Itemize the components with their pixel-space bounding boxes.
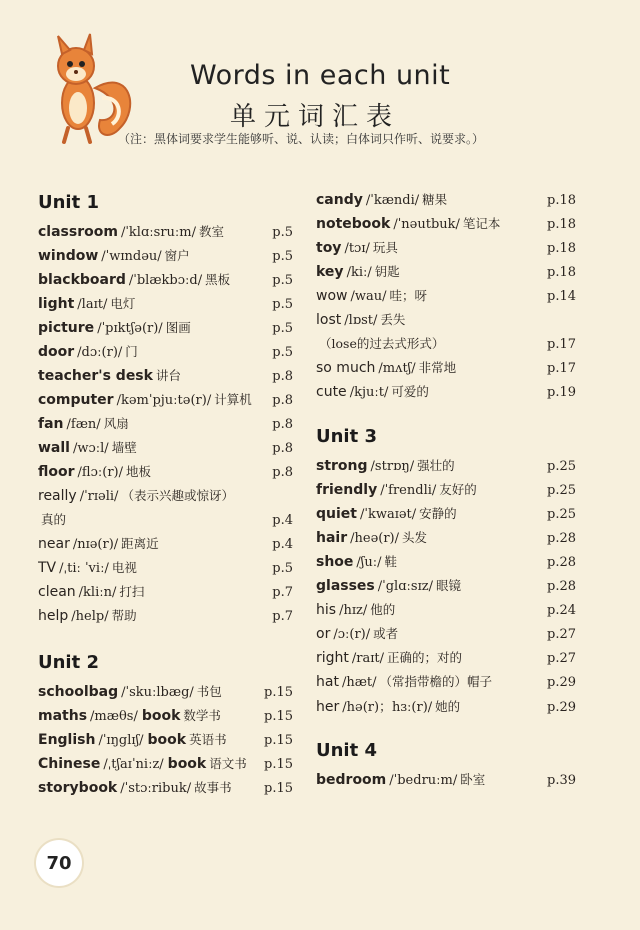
vocab-entry [38,486,293,510]
entry-word: maths [38,708,88,724]
vocab-entry [316,696,576,720]
vocab-entry [38,754,293,778]
entry-phonetic: /ˈkændi/ [365,193,420,208]
entry-page: p.29 [547,675,576,690]
entry-phonetic: /mʌtʃ/ [378,361,416,376]
entry-chinese: 她的 [435,699,461,714]
entry-chinese: 风扇 [103,416,129,431]
entry-chinese: 教室 [199,224,225,239]
entry-page: p.27 [547,627,576,642]
entry-word: candy [316,192,363,208]
entry-word: picture [38,320,95,336]
entry-phonetic: /ˈglɑːsɪz/ [377,579,433,594]
entry-extra: book [147,732,187,748]
entry-chinese: （表示兴趣或惊讶） [121,488,234,503]
entry-word: classroom [38,224,118,240]
entry-word: teacher's desk [38,368,153,384]
entry-chinese: 非常地 [418,360,457,375]
entry-phonetic: /ˈɪŋglɪʃ/ [98,733,144,748]
entry-page: p.8 [272,441,293,456]
entry-body [316,552,528,570]
entry-chinese: 头发 [402,530,428,545]
entry-word: schoolbag [38,684,119,700]
entry-word: clean [38,584,76,600]
entry-page: p.15 [264,733,293,748]
vocab-entry [316,286,576,310]
entry-body [38,438,259,456]
entry-word: cute [316,384,347,400]
entry-body [38,486,259,504]
entry-word: blackboard [38,272,126,288]
entry-chinese: 正确的；对的 [387,650,463,665]
vocab-entry [38,534,293,558]
entry-body [316,576,528,594]
entry-body [316,238,528,256]
page-number: 70 [36,840,82,886]
entry-body [38,558,259,576]
title-chinese: 单元词汇表 [230,102,401,132]
vocab-entry [38,270,293,294]
entry-chinese: 电灯 [110,296,136,311]
entry-word: lost [316,312,342,328]
entry-word: glasses [316,578,375,594]
entry-body [316,262,528,280]
entry-page: p.5 [272,273,293,288]
entry-phonetic: /help/ [71,609,109,624]
vocab-entry [316,334,576,358]
entry-body [38,390,259,408]
entry-word: right [316,650,349,666]
entry-word: or [316,626,331,642]
entry-body [38,414,259,432]
entry-chinese: 玩具 [372,240,398,255]
entry-extra: book [167,756,207,772]
entry-phonetic: /raɪt/ [351,651,385,666]
entry-body [316,190,528,208]
vocab-entry [38,730,293,754]
entry-page: p.5 [272,345,293,360]
entry-page: p.18 [547,241,576,256]
word-list [316,456,576,720]
vocab-entry [316,456,576,480]
entry-chinese: 钥匙 [374,264,400,279]
entry-phonetic: /ˈfrendli/ [380,483,437,498]
vocab-entry [38,246,293,270]
entry-chinese: 打扫 [119,584,145,599]
entry-word: fan [38,416,64,432]
entry-word: English [38,732,96,748]
vocab-entry [316,262,576,286]
entry-chinese: 英语书 [189,732,227,747]
entry-phonetic: /fæn/ [66,417,101,432]
entry-body [38,682,259,700]
word-list [316,770,576,794]
entry-extra: book [141,708,181,724]
vocab-entry [316,190,576,214]
entry-chinese: 笔记本 [462,216,501,231]
entry-word: her [316,699,340,715]
entry-chinese: 哇；呀 [389,288,427,303]
entry-word: quiet [316,506,357,522]
entry-page: p.28 [547,579,576,594]
right-column [316,190,576,794]
vocab-entry [316,480,576,504]
entry-word: hair [316,530,348,546]
entry-body [316,286,528,304]
entry-word: light [38,296,75,312]
entry-phonetic: /hə(r)；hɜː(r)/ [342,700,433,715]
entry-chinese: 窗户 [164,248,190,263]
vocab-entry [38,558,293,582]
entry-page: p.28 [547,555,576,570]
entry-word: bedroom [316,772,387,788]
entry-word: toy [316,240,342,256]
word-list [316,190,576,406]
entry-chinese: 计算机 [214,392,252,407]
unit-heading: Unit 4 [316,740,377,761]
entry-body [316,696,528,715]
entry-page: p.15 [264,685,293,700]
entry-word: his [316,602,337,618]
entry-phonetic: /nɪə(r)/ [72,537,119,552]
entry-body [38,778,259,796]
entry-chinese: 帮助 [111,608,137,623]
entry-phonetic: /laɪt/ [77,297,108,312]
entry-chinese: 眼镜 [435,578,461,593]
entry-body [316,770,528,788]
entry-page: p.29 [547,700,576,715]
vocab-entry [38,682,293,706]
entry-body [316,334,528,352]
entry-page: p.5 [272,225,293,240]
entry-body [316,528,528,546]
entry-phonetic: /ˌtiː ˈviː/ [59,561,109,576]
entry-chinese: 距离近 [121,536,159,551]
entry-word: friendly [316,482,378,498]
entry-body [316,600,528,618]
entry-phonetic: /ˈbedruːm/ [389,773,458,788]
entry-word: wall [38,440,70,456]
entry-page: p.25 [547,483,576,498]
vocab-entry [316,648,576,672]
entry-chinese: 友好的 [439,482,477,497]
entry-chinese: 真的 [41,512,67,527]
entry-body [38,510,259,528]
entry-body [38,534,259,552]
entry-phonetic: /wau/ [350,289,387,304]
entry-chinese: 安静的 [419,506,457,521]
entry-phonetic: /hæt/ [341,675,377,690]
entry-phonetic: /ˌtʃaɪˈniːz/ [103,757,164,772]
entry-phonetic: /ˈnəutbuk/ [393,217,460,232]
entry-phonetic: /lɒst/ [344,313,378,328]
vocab-entry [316,552,576,576]
entry-chinese: 或者 [373,626,399,641]
entry-word: shoe [316,554,354,570]
entry-phonetic: /flɔː(r)/ [77,465,123,480]
entry-page: p.15 [264,781,293,796]
word-list [38,222,293,630]
vocab-entry [38,390,293,414]
entry-body [38,270,259,288]
entry-phonetic: /wɔːl/ [72,441,109,456]
vocab-entry [38,414,293,438]
left-column [38,190,293,802]
entry-word: wow [316,288,348,304]
entry-chinese: 鞋 [384,554,397,569]
entry-page: p.27 [547,651,576,666]
entry-word: storybook [38,780,118,796]
entry-phonetic: /heə(r)/ [350,531,400,546]
entry-chinese: 强壮的 [417,458,455,473]
entry-phonetic: /hɪz/ [339,603,368,618]
vocab-entry [38,366,293,390]
entry-word: notebook [316,216,391,232]
entry-page: p.15 [264,757,293,772]
entry-phonetic: /ʃuː/ [356,555,382,570]
vocab-entry [316,504,576,528]
vocab-entry [316,624,576,648]
entry-phonetic: /mæθs/ [90,709,138,724]
entry-chinese: 卧室 [460,772,486,787]
entry-page: p.17 [547,337,576,352]
entry-chinese: 墙壁 [111,440,137,455]
entry-page: p.19 [547,385,576,400]
vocab-entry [316,672,576,696]
entry-word: TV [38,560,57,576]
unit-heading: Unit 1 [38,192,99,213]
entry-page: p.4 [272,537,293,552]
entry-chinese: （lose的过去式形式） [319,336,445,351]
entry-word: floor [38,464,75,480]
entry-body [38,318,259,336]
vocab-entry [38,318,293,342]
entry-body [38,462,259,480]
entry-chinese: 图画 [165,320,191,335]
entry-body [38,754,259,772]
vocab-entry [38,706,293,730]
entry-body [316,648,528,666]
entry-word: so much [316,360,376,376]
vocab-entry [38,606,293,630]
vocab-entry [316,382,576,406]
entry-word: strong [316,458,368,474]
entry-chinese: 语文书 [209,756,247,771]
entry-page: p.8 [272,417,293,432]
entry-phonetic: /ˈkwaɪət/ [359,507,417,522]
entry-chinese: 书包 [196,684,222,699]
entry-page: p.17 [547,361,576,376]
entry-word: computer [38,392,114,408]
entry-body [38,582,259,600]
entry-phonetic: /kjuːt/ [349,385,389,400]
entry-body [316,624,528,642]
instruction-note: （注：黑体词要求学生能够听、说、认读；白体词只作听、说要求。） [118,132,485,146]
entry-phonetic: /dɔː(r)/ [77,345,123,360]
entry-word: Chinese [38,756,101,772]
entry-body [316,504,528,522]
entry-word: really [38,488,77,504]
entry-body [316,672,528,690]
vocab-entry [38,778,293,802]
entry-phonetic: /ˈklɑːsruːm/ [120,225,196,240]
entry-chinese: （常指带檐的）帽子 [379,674,493,689]
vocab-entry [38,510,293,534]
entry-body [38,222,259,240]
entry-page: p.8 [272,393,293,408]
entry-chinese: 讲台 [155,368,181,383]
entry-word: hat [316,674,339,690]
entry-chinese: 糖果 [422,192,448,207]
entry-page: p.4 [272,513,293,528]
vocab-entry [316,528,576,552]
vocab-entry [316,576,576,600]
entry-chinese: 可爱的 [391,384,429,399]
entry-page: p.8 [272,369,293,384]
entry-page: p.24 [547,603,576,618]
entry-body [316,358,528,376]
entry-chinese: 门 [125,344,138,359]
entry-body [38,294,259,312]
vocab-entry [38,294,293,318]
entry-phonetic: /ˈrɪəli/ [79,489,119,504]
entry-chinese: 故事书 [194,780,232,795]
entry-word: help [38,608,69,624]
entry-body [38,606,259,624]
vocab-entry [316,214,576,238]
entry-page: p.28 [547,531,576,546]
entry-chinese: 数学书 [183,708,221,723]
entry-word: door [38,344,75,360]
entry-page: p.8 [272,465,293,480]
entry-page: p.25 [547,459,576,474]
entry-phonetic: /tɔɪ/ [344,241,370,256]
entry-body [316,382,528,400]
entry-phonetic: /kəmˈpjuːtə(r)/ [116,393,212,408]
entry-phonetic: /ˈpɪktʃə(r)/ [97,321,163,336]
entry-body [38,366,259,384]
entry-phonetic: /ˈblækbɔːd/ [128,273,203,288]
entry-word: window [38,248,99,264]
entry-body [316,214,528,232]
entry-phonetic: /kliːn/ [78,585,117,600]
entry-page: p.5 [272,249,293,264]
entry-page: p.18 [547,217,576,232]
vocab-entry [316,600,576,624]
entry-body [38,342,259,360]
unit-heading: Unit 2 [38,652,99,673]
entry-page: p.18 [547,265,576,280]
entry-page: p.5 [272,297,293,312]
entry-page: p.7 [272,585,293,600]
entry-word: key [316,264,344,280]
entry-phonetic: /kiː/ [346,265,372,280]
vocab-entry [316,238,576,262]
unit-heading: Unit 3 [316,426,377,447]
vocab-entry [38,222,293,246]
entry-page: p.5 [272,561,293,576]
entry-page: p.39 [547,773,576,788]
entry-body [316,480,528,498]
entry-body [38,730,259,748]
entry-body [38,706,259,724]
vocab-entry [316,310,576,334]
entry-phonetic: /ˈskuːlbæg/ [121,685,194,700]
vocab-entry [316,770,576,794]
entry-phonetic: /strɒŋ/ [370,459,415,474]
vocab-entry [38,462,293,486]
entry-body [38,246,259,264]
title-english: Words in each unit [190,60,451,91]
entry-page: p.15 [264,709,293,724]
entry-page: p.14 [547,289,576,304]
entry-body [316,456,528,474]
entry-phonetic: /ˈstɔːribuk/ [120,781,192,796]
entry-page: p.7 [272,609,293,624]
vocab-entry [38,342,293,366]
vocab-entry [38,438,293,462]
entry-chinese: 黑板 [205,272,231,287]
vocab-entry [316,358,576,382]
entry-chinese: 他的 [370,602,396,617]
entry-chinese: 丢失 [380,312,406,327]
entry-body [316,310,528,328]
vocab-entry [38,582,293,606]
entry-chinese: 电视 [111,560,137,575]
entry-chinese: 地板 [125,464,151,479]
entry-page: p.25 [547,507,576,522]
entry-phonetic: /ɔː(r)/ [333,627,371,642]
word-list [38,682,293,802]
entry-page: p.5 [272,321,293,336]
entry-phonetic: /ˈwɪndəu/ [101,249,162,264]
entry-word: near [38,536,70,552]
entry-page: p.18 [547,193,576,208]
